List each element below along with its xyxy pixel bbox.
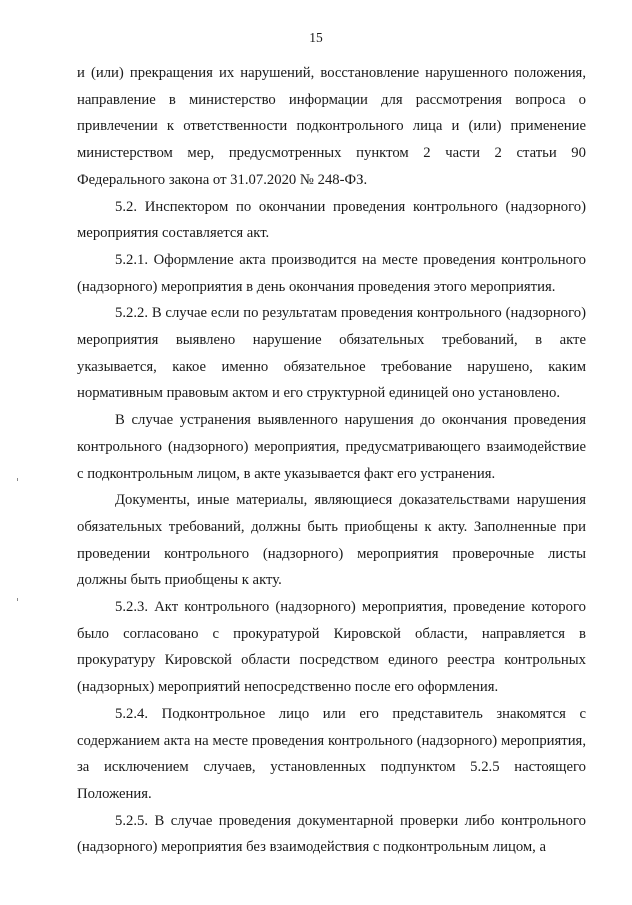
paragraph-5-2-4: 5.2.4. Подконтрольное лицо или его представитель знакомятся с содержанием акта на месте проведения контрольного (надзорного) мероприятия, за исключением случаев, установленных подпунктом 5.2.5 настоящего Положения.	[77, 705, 586, 802]
page-number: 15	[309, 30, 323, 45]
scan-artifact-mark	[17, 478, 18, 481]
paragraph-5-2: 5.2. Инспектором по окончании проведения контрольного (надзорного) мероприятия составляется акт.	[77, 198, 586, 242]
paragraph-continuation: и (или) прекращения их нарушений, восстановление нарушенного положения, направление в министерство информации для рассмотрения вопроса о привлечении к ответственности подконтрольного лица и (или) применение министерством мер, предусмотренных пунктом 2 части 2 статьи 90 Федерального закона от 31.07.2020 № 248-ФЗ.	[77, 65, 586, 188]
paragraph-evidence-documents: Документы, иные материалы, являющиеся доказательствами нарушения обязательных требований, должны быть приобщены к акту. Заполненные при проведении контрольного (надзорного) мероприятия проверочные листы должны быть приобщены к акту.	[77, 492, 586, 589]
document-body	[77, 60, 586, 861]
scan-artifact-mark	[17, 598, 18, 601]
paragraph-5-2-3: 5.2.3. Акт контрольного (надзорного) мероприятия, проведение которого было согласовано с прокуратурой Кировской области, направляется в прокуратуру Кировской области посредством единого реестра контрольных (надзорных) мероприятий непосредственно после его оформления.	[77, 599, 586, 696]
paragraph-5-2-2: 5.2.2. В случае если по результатам проведения контрольного (надзорного) мероприятия выявлено нарушение обязательных требований, в акте указывается, какое именно обязательное требование нарушено, каким нормативным правовым актом и его структурной единицей оно установлено.	[77, 305, 586, 402]
paragraph-5-2-1: 5.2.1. Оформление акта производится на месте проведения контрольного (надзорного) мероприятия в день окончания проведения этого мероприятия.	[77, 251, 586, 295]
paragraph-violation-elimination: В случае устранения выявленного нарушения до окончания проведения контрольного (надзорного) мероприятия, предусматривающего взаимодействие с подконтрольным лицом, в акте указывается факт его устранения.	[77, 412, 586, 482]
paragraph-5-2-5: 5.2.5. В случае проведения документарной проверки либо контрольного (надзорного) мероприятия без взаимодействия с подконтрольным лицом, а	[77, 812, 586, 856]
